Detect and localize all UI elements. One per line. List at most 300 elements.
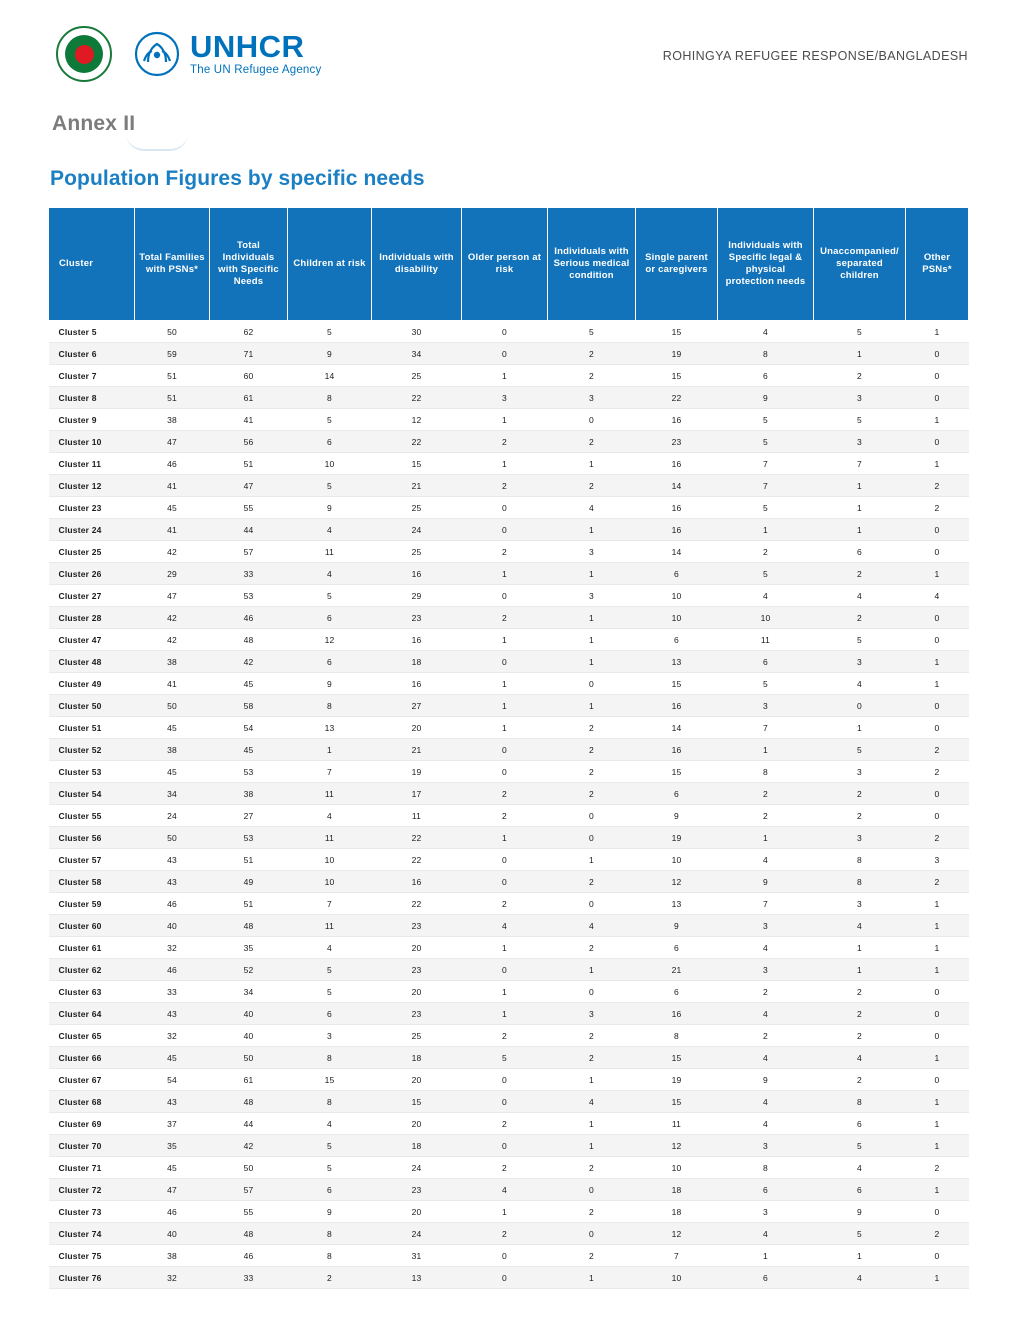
- cell-value: 3: [814, 893, 906, 915]
- cell-value: 0: [462, 1245, 548, 1267]
- cell-value: 6: [718, 1179, 814, 1201]
- cell-value: 15: [636, 761, 718, 783]
- cell-value: 2: [906, 871, 969, 893]
- table-row: [49, 1135, 969, 1157]
- cell-cluster-name: Cluster 59: [49, 893, 135, 915]
- cell-value: 1: [906, 1047, 969, 1069]
- cell-value: 5: [814, 1223, 906, 1245]
- cell-value: 4: [906, 585, 969, 607]
- cell-value: 1: [462, 673, 548, 695]
- cell-value: 19: [636, 1069, 718, 1091]
- cell-value: 5: [288, 321, 372, 343]
- cell-value: 1: [906, 563, 969, 585]
- cell-value: 61: [210, 387, 288, 409]
- cell-value: 2: [814, 1069, 906, 1091]
- cell-value: 59: [135, 343, 210, 365]
- cell-value: 8: [814, 871, 906, 893]
- cell-value: 1: [906, 673, 969, 695]
- table-row: [49, 1179, 969, 1201]
- table-row: [49, 541, 969, 563]
- cell-value: 1: [548, 651, 636, 673]
- cell-value: 2: [814, 365, 906, 387]
- cell-value: 58: [210, 695, 288, 717]
- cell-value: 35: [210, 937, 288, 959]
- cell-cluster-name: Cluster 66: [49, 1047, 135, 1069]
- cell-value: 1: [906, 937, 969, 959]
- cell-cluster-name: Cluster 23: [49, 497, 135, 519]
- cell-value: 3: [548, 387, 636, 409]
- cell-value: 25: [372, 541, 462, 563]
- cell-value: 3: [814, 431, 906, 453]
- cell-value: 61: [210, 1069, 288, 1091]
- cell-value: 50: [135, 321, 210, 343]
- cell-value: 5: [718, 563, 814, 585]
- cell-value: 23: [372, 959, 462, 981]
- column-header-cluster: Cluster: [49, 208, 135, 321]
- cell-value: 3: [718, 1201, 814, 1223]
- cell-value: 8: [718, 343, 814, 365]
- cell-value: 2: [906, 497, 969, 519]
- cell-value: 5: [288, 959, 372, 981]
- cell-value: 18: [372, 651, 462, 673]
- table-row: [49, 475, 969, 497]
- cell-value: 3: [814, 387, 906, 409]
- cell-value: 1: [548, 695, 636, 717]
- cell-value: 9: [288, 673, 372, 695]
- cell-value: 3: [718, 1135, 814, 1157]
- cell-value: 1: [906, 1267, 969, 1289]
- cell-value: 4: [462, 1179, 548, 1201]
- cell-value: 5: [288, 1157, 372, 1179]
- cell-value: 1: [814, 343, 906, 365]
- cell-cluster-name: Cluster 62: [49, 959, 135, 981]
- cell-value: 7: [718, 893, 814, 915]
- cell-value: 2: [906, 1157, 969, 1179]
- cell-value: 18: [372, 1047, 462, 1069]
- cell-value: 11: [636, 1113, 718, 1135]
- cell-value: 1: [462, 695, 548, 717]
- cell-value: 32: [135, 1267, 210, 1289]
- cell-value: 41: [135, 475, 210, 497]
- cell-value: 23: [372, 1179, 462, 1201]
- cell-value: 6: [636, 629, 718, 651]
- cell-value: 1: [906, 959, 969, 981]
- cell-value: 6: [814, 1113, 906, 1135]
- cell-value: 4: [548, 497, 636, 519]
- column-header-serious-medical-condition: Individuals with Serious medical condition: [548, 208, 636, 321]
- cell-value: 7: [636, 1245, 718, 1267]
- cell-value: 1: [548, 1069, 636, 1091]
- cell-value: 8: [288, 387, 372, 409]
- cell-value: 21: [636, 959, 718, 981]
- cell-value: 5: [288, 981, 372, 1003]
- table-row: [49, 387, 969, 409]
- cell-value: 12: [636, 1135, 718, 1157]
- cell-cluster-name: Cluster 50: [49, 695, 135, 717]
- cell-value: 1: [906, 1091, 969, 1113]
- cell-value: 45: [135, 497, 210, 519]
- cell-value: 5: [288, 1135, 372, 1157]
- column-header-total-families: Total Families with PSNs*: [135, 208, 210, 321]
- cell-value: 2: [548, 365, 636, 387]
- table-row: [49, 651, 969, 673]
- table-row: [49, 981, 969, 1003]
- cell-value: 0: [548, 893, 636, 915]
- cell-value: 9: [814, 1201, 906, 1223]
- cell-value: 13: [288, 717, 372, 739]
- cell-value: 1: [288, 739, 372, 761]
- cell-cluster-name: Cluster 72: [49, 1179, 135, 1201]
- cell-value: 20: [372, 717, 462, 739]
- cell-value: 32: [135, 1025, 210, 1047]
- cell-cluster-name: Cluster 9: [49, 409, 135, 431]
- cell-cluster-name: Cluster 11: [49, 453, 135, 475]
- cell-value: 0: [906, 783, 969, 805]
- table-row: [49, 871, 969, 893]
- cell-value: 10: [718, 607, 814, 629]
- cell-value: 11: [288, 541, 372, 563]
- cell-value: 2: [814, 1003, 906, 1025]
- table-row: [49, 431, 969, 453]
- cell-cluster-name: Cluster 5: [49, 321, 135, 343]
- cell-value: 46: [135, 453, 210, 475]
- cell-value: 2: [814, 563, 906, 585]
- table-row: [49, 827, 969, 849]
- cell-value: 3: [906, 849, 969, 871]
- table-row: [49, 1069, 969, 1091]
- cell-value: 2: [288, 1267, 372, 1289]
- cell-value: 55: [210, 497, 288, 519]
- unhcr-logo: [134, 31, 321, 77]
- cell-value: 2: [462, 1025, 548, 1047]
- cell-value: 0: [462, 321, 548, 343]
- cell-value: 5: [718, 431, 814, 453]
- cell-value: 1: [814, 937, 906, 959]
- table-row: [49, 673, 969, 695]
- cell-value: 11: [288, 783, 372, 805]
- cell-value: 45: [210, 739, 288, 761]
- cell-value: 11: [288, 827, 372, 849]
- table-row: [49, 717, 969, 739]
- cell-value: 38: [135, 651, 210, 673]
- cell-value: 6: [636, 783, 718, 805]
- cell-value: 6: [288, 607, 372, 629]
- cell-value: 19: [636, 827, 718, 849]
- cell-value: 34: [135, 783, 210, 805]
- cell-value: 29: [372, 585, 462, 607]
- cell-value: 6: [718, 651, 814, 673]
- cell-value: 4: [288, 519, 372, 541]
- cell-value: 8: [814, 849, 906, 871]
- column-header-other-psns: Other PSNs*: [906, 208, 969, 321]
- table-row: [49, 321, 969, 343]
- cell-value: 10: [636, 607, 718, 629]
- cell-value: 46: [135, 1201, 210, 1223]
- cell-value: 1: [906, 409, 969, 431]
- table-row: [49, 783, 969, 805]
- cell-value: 0: [462, 497, 548, 519]
- cell-value: 48: [210, 629, 288, 651]
- cell-value: 16: [636, 453, 718, 475]
- table-row: [49, 585, 969, 607]
- table-row: [49, 1223, 969, 1245]
- cell-value: 42: [135, 607, 210, 629]
- cell-value: 3: [814, 651, 906, 673]
- cell-value: 14: [288, 365, 372, 387]
- cell-value: 0: [462, 519, 548, 541]
- cell-value: 34: [210, 981, 288, 1003]
- cell-value: 1: [906, 1113, 969, 1135]
- cell-value: 31: [372, 1245, 462, 1267]
- population-figures-table: [48, 207, 969, 1289]
- cell-cluster-name: Cluster 24: [49, 519, 135, 541]
- cell-value: 0: [462, 739, 548, 761]
- cell-value: 15: [636, 1047, 718, 1069]
- cell-value: 2: [718, 783, 814, 805]
- cell-value: 12: [636, 1223, 718, 1245]
- cell-value: 1: [548, 1135, 636, 1157]
- column-header-children-at-risk: Children at risk: [288, 208, 372, 321]
- bangladesh-government-seal-icon: [56, 26, 112, 82]
- table-header-row: [49, 208, 969, 321]
- cell-value: 47: [135, 431, 210, 453]
- table-row: [49, 959, 969, 981]
- table-row: [49, 739, 969, 761]
- cell-cluster-name: Cluster 73: [49, 1201, 135, 1223]
- cell-value: 0: [906, 629, 969, 651]
- cell-value: 47: [210, 475, 288, 497]
- cell-cluster-name: Cluster 49: [49, 673, 135, 695]
- cell-value: 4: [718, 937, 814, 959]
- cell-cluster-name: Cluster 64: [49, 1003, 135, 1025]
- cell-value: 6: [814, 541, 906, 563]
- cell-value: 4: [462, 915, 548, 937]
- cell-value: 5: [814, 1135, 906, 1157]
- table-body: [49, 321, 969, 1289]
- cell-value: 1: [462, 1201, 548, 1223]
- table-row: [49, 629, 969, 651]
- cell-value: 1: [906, 1179, 969, 1201]
- cell-value: 11: [372, 805, 462, 827]
- cell-value: 1: [462, 629, 548, 651]
- cell-value: 4: [718, 1223, 814, 1245]
- cell-value: 0: [462, 1267, 548, 1289]
- cell-value: 2: [906, 761, 969, 783]
- cell-value: 16: [372, 871, 462, 893]
- cell-value: 0: [814, 695, 906, 717]
- cell-value: 48: [210, 1091, 288, 1113]
- cell-value: 40: [135, 1223, 210, 1245]
- cell-value: 5: [548, 321, 636, 343]
- cell-value: 13: [372, 1267, 462, 1289]
- cell-value: 1: [462, 453, 548, 475]
- cell-value: 49: [210, 871, 288, 893]
- cell-value: 46: [135, 959, 210, 981]
- cell-value: 8: [814, 1091, 906, 1113]
- cell-value: 15: [636, 1091, 718, 1113]
- cell-value: 3: [288, 1025, 372, 1047]
- cell-value: 14: [636, 717, 718, 739]
- cell-value: 23: [636, 431, 718, 453]
- cell-value: 2: [462, 783, 548, 805]
- cell-value: 19: [372, 761, 462, 783]
- table-row: [49, 1003, 969, 1025]
- cell-value: 9: [718, 871, 814, 893]
- cell-value: 20: [372, 937, 462, 959]
- cell-value: 2: [906, 827, 969, 849]
- cell-value: 4: [718, 1003, 814, 1025]
- cell-value: 24: [372, 1157, 462, 1179]
- cell-cluster-name: Cluster 26: [49, 563, 135, 585]
- cell-value: 7: [718, 717, 814, 739]
- cell-value: 2: [718, 541, 814, 563]
- cell-value: 4: [814, 585, 906, 607]
- cell-value: 20: [372, 1201, 462, 1223]
- cell-value: 6: [288, 1003, 372, 1025]
- cell-value: 25: [372, 497, 462, 519]
- cell-value: 22: [636, 387, 718, 409]
- cell-cluster-name: Cluster 69: [49, 1113, 135, 1135]
- cell-value: 2: [548, 475, 636, 497]
- cell-value: 1: [814, 1245, 906, 1267]
- cell-value: 10: [636, 1157, 718, 1179]
- cell-value: 2: [718, 1025, 814, 1047]
- table-row: [49, 563, 969, 585]
- cell-value: 4: [718, 1113, 814, 1135]
- cell-value: 27: [372, 695, 462, 717]
- cell-value: 42: [210, 1135, 288, 1157]
- cell-value: 0: [906, 981, 969, 1003]
- cell-value: 8: [718, 1157, 814, 1179]
- cell-value: 5: [288, 585, 372, 607]
- cell-cluster-name: Cluster 47: [49, 629, 135, 651]
- cell-value: 2: [462, 607, 548, 629]
- logo-group: [48, 26, 321, 82]
- cell-value: 0: [906, 717, 969, 739]
- cell-value: 0: [906, 541, 969, 563]
- cell-value: 43: [135, 849, 210, 871]
- cell-value: 18: [372, 1135, 462, 1157]
- cell-value: 4: [718, 1091, 814, 1113]
- cell-value: 5: [718, 409, 814, 431]
- cell-value: 2: [814, 805, 906, 827]
- cell-value: 1: [906, 915, 969, 937]
- cell-value: 1: [548, 607, 636, 629]
- cell-value: 30: [372, 321, 462, 343]
- cell-value: 33: [135, 981, 210, 1003]
- cell-value: 47: [135, 585, 210, 607]
- cell-value: 2: [548, 1025, 636, 1047]
- cell-value: 16: [636, 497, 718, 519]
- cell-value: 8: [288, 1091, 372, 1113]
- page-title: Population Figures by specific needs: [50, 167, 425, 190]
- cell-value: 53: [210, 585, 288, 607]
- cell-value: 2: [548, 717, 636, 739]
- cell-cluster-name: Cluster 68: [49, 1091, 135, 1113]
- cell-value: 3: [718, 695, 814, 717]
- table-row: [49, 1113, 969, 1135]
- cell-cluster-name: Cluster 56: [49, 827, 135, 849]
- cell-value: 13: [636, 893, 718, 915]
- cell-value: 51: [210, 453, 288, 475]
- cell-value: 2: [548, 1245, 636, 1267]
- cell-value: 3: [548, 541, 636, 563]
- cell-cluster-name: Cluster 27: [49, 585, 135, 607]
- cell-value: 0: [462, 871, 548, 893]
- cell-value: 3: [814, 761, 906, 783]
- table-row: [49, 1157, 969, 1179]
- cell-cluster-name: Cluster 6: [49, 343, 135, 365]
- table-row: [49, 937, 969, 959]
- cell-value: 1: [462, 717, 548, 739]
- cell-value: 16: [372, 629, 462, 651]
- cell-value: 0: [906, 607, 969, 629]
- cell-value: 2: [548, 761, 636, 783]
- table-row: [49, 409, 969, 431]
- document-reference: ROHINGYA REFUGEE RESPONSE/BANGLADESH: [662, 49, 968, 63]
- cell-cluster-name: Cluster 48: [49, 651, 135, 673]
- cell-value: 54: [135, 1069, 210, 1091]
- cell-value: 7: [288, 761, 372, 783]
- cell-value: 0: [906, 1245, 969, 1267]
- cell-value: 10: [636, 849, 718, 871]
- cell-value: 9: [288, 497, 372, 519]
- cell-value: 2: [548, 937, 636, 959]
- cell-value: 42: [210, 651, 288, 673]
- cell-value: 15: [372, 453, 462, 475]
- cell-value: 23: [372, 607, 462, 629]
- cell-value: 40: [210, 1003, 288, 1025]
- cell-value: 2: [548, 431, 636, 453]
- cell-value: 5: [814, 321, 906, 343]
- cell-value: 16: [372, 563, 462, 585]
- cell-value: 1: [548, 959, 636, 981]
- cell-value: 15: [636, 673, 718, 695]
- cell-value: 23: [372, 915, 462, 937]
- cell-value: 15: [636, 365, 718, 387]
- cell-cluster-name: Cluster 75: [49, 1245, 135, 1267]
- cell-cluster-name: Cluster 60: [49, 915, 135, 937]
- cell-value: 16: [636, 519, 718, 541]
- table-row: [49, 695, 969, 717]
- cell-value: 53: [210, 761, 288, 783]
- cell-value: 48: [210, 1223, 288, 1245]
- cell-value: 5: [814, 409, 906, 431]
- table-row: [49, 519, 969, 541]
- cell-value: 2: [718, 981, 814, 1003]
- cell-value: 38: [135, 1245, 210, 1267]
- cell-value: 0: [906, 1003, 969, 1025]
- cell-cluster-name: Cluster 8: [49, 387, 135, 409]
- cell-value: 0: [906, 431, 969, 453]
- cell-value: 18: [636, 1201, 718, 1223]
- cell-value: 8: [288, 1047, 372, 1069]
- cell-value: 45: [210, 673, 288, 695]
- cell-value: 50: [210, 1047, 288, 1069]
- cell-value: 15: [636, 321, 718, 343]
- cell-value: 4: [814, 1047, 906, 1069]
- cell-value: 37: [135, 1113, 210, 1135]
- cell-value: 4: [814, 915, 906, 937]
- cell-value: 1: [718, 519, 814, 541]
- cell-value: 12: [636, 871, 718, 893]
- annex-label: Annex II: [52, 112, 136, 135]
- cell-value: 2: [906, 475, 969, 497]
- cell-value: 0: [462, 651, 548, 673]
- cell-value: 6: [814, 1179, 906, 1201]
- cell-value: 0: [548, 981, 636, 1003]
- cell-value: 40: [210, 1025, 288, 1047]
